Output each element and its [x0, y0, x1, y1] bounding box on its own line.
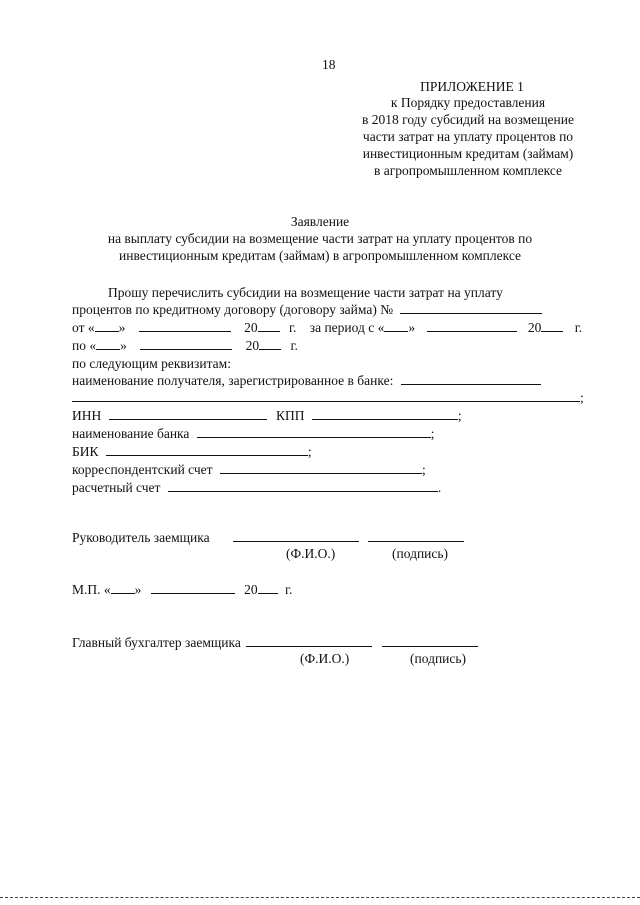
head-label: Руководитель заемщика	[72, 530, 210, 545]
to-label: по «	[72, 338, 97, 353]
corr-account-field[interactable]	[220, 461, 422, 474]
kpp-field[interactable]	[312, 407, 458, 420]
accountant-signature-caption: (подпись)	[410, 651, 467, 666]
recipient-label: наименование получателя, зарегистрированное в банке:	[72, 373, 394, 388]
head-name-field[interactable]	[233, 529, 359, 542]
corr-account-label: корреспондентский счет	[72, 462, 213, 477]
period-year-field[interactable]	[541, 319, 563, 332]
head-name-caption: (Ф.И.О.)	[286, 546, 336, 561]
request-line: Прошу перечислить субсидии на возмещение части затрат на уплату	[108, 285, 503, 300]
appendix-line: части затрат на уплату процентов по	[362, 129, 574, 144]
date-to-line	[72, 337, 298, 354]
semicolon: ;	[457, 408, 462, 423]
statement-subtitle: инвестиционным кредитам (займам) в агропромышленном комплексе	[119, 248, 521, 263]
year-prefix: 20	[245, 338, 260, 353]
bank-name-label: наименование банка	[72, 426, 190, 441]
period-from-label: за период с «	[309, 320, 385, 335]
seal-year-field[interactable]	[258, 581, 278, 594]
kpp-label: КПП	[276, 408, 305, 423]
bik-field[interactable]	[106, 443, 308, 456]
statement-title: Заявление	[290, 214, 350, 229]
bank-name-line	[72, 425, 435, 442]
seal-label: М.П. «	[72, 582, 111, 597]
quote-close: »	[118, 320, 126, 335]
semicolon: ;	[307, 444, 312, 459]
semicolon: ;	[430, 426, 435, 441]
accountant-label: Главный бухгалтер заемщика	[72, 635, 241, 650]
recipient-field-continued[interactable]	[72, 389, 580, 402]
appendix-line: к Порядку предоставления	[390, 95, 546, 110]
bank-name-field[interactable]	[197, 425, 431, 438]
appendix-line: в 2018 году субсидий на возмещение	[362, 112, 574, 127]
scan-edge-line	[0, 897, 640, 898]
seal-month-field[interactable]	[151, 581, 235, 594]
statement-subtitle: на выплату субсидии на возмещение части затрат на уплату процентов по	[107, 231, 533, 246]
year-prefix: 20	[527, 320, 542, 335]
appendix-line: в агропромышленном комплексе	[373, 163, 563, 178]
contract-number-field[interactable]	[400, 301, 542, 314]
from-year-field[interactable]	[258, 319, 280, 332]
page-number: 18	[322, 57, 336, 72]
head-signature-caption: (подпись)	[392, 546, 449, 561]
inn-kpp-line	[72, 407, 462, 424]
year-prefix: 20	[244, 320, 258, 335]
accountant-name-caption: (Ф.И.О.)	[300, 651, 350, 666]
date-from-line	[72, 319, 582, 336]
to-year-field[interactable]	[259, 337, 281, 350]
semicolon: ;	[580, 390, 584, 405]
quote-close: »	[408, 320, 416, 335]
recipient-continuation-line	[72, 389, 584, 406]
period-day-field[interactable]	[384, 319, 408, 332]
accountant-name-field[interactable]	[246, 634, 372, 647]
contract-line	[72, 301, 542, 318]
from-label: от «	[72, 320, 95, 335]
from-day-field[interactable]	[95, 319, 119, 332]
semicolon: ;	[421, 462, 426, 477]
year-suffix: г.	[290, 338, 298, 353]
contract-label: процентов по кредитному договору (договору займа) №	[72, 302, 394, 317]
appendix-line: инвестиционным кредитам (займам)	[362, 146, 574, 161]
year-suffix: г.	[285, 582, 293, 597]
recipient-field[interactable]	[401, 372, 541, 385]
period-month-field[interactable]	[427, 319, 517, 332]
head-signature-field[interactable]	[368, 529, 464, 542]
inn-field[interactable]	[109, 407, 267, 420]
accountant-signature-line	[72, 634, 478, 651]
corr-account-line	[72, 461, 426, 478]
bik-label: БИК	[72, 444, 99, 459]
year-suffix: г.	[574, 320, 583, 335]
year-suffix: г.	[288, 320, 297, 335]
head-signature-line	[72, 529, 464, 546]
seal-line	[72, 581, 292, 598]
quote-close: »	[134, 582, 142, 597]
seal-day-field[interactable]	[111, 581, 135, 594]
quote-close: »	[120, 338, 127, 353]
accountant-signature-field[interactable]	[382, 634, 478, 647]
period-mark: .	[437, 480, 442, 495]
year-prefix: 20	[244, 582, 258, 597]
to-month-field[interactable]	[140, 337, 232, 350]
details-intro: по следующим реквизитам:	[72, 356, 231, 371]
inn-label: ИНН	[72, 408, 102, 423]
settlement-account-line	[72, 479, 441, 496]
settlement-account-label: расчетный счет	[72, 480, 161, 495]
bik-line	[72, 443, 312, 460]
from-month-field[interactable]	[139, 319, 231, 332]
appendix-title: ПРИЛОЖЕНИЕ 1	[420, 79, 524, 94]
to-day-field[interactable]	[96, 337, 120, 350]
recipient-line	[72, 372, 541, 389]
settlement-account-field[interactable]	[168, 479, 438, 492]
